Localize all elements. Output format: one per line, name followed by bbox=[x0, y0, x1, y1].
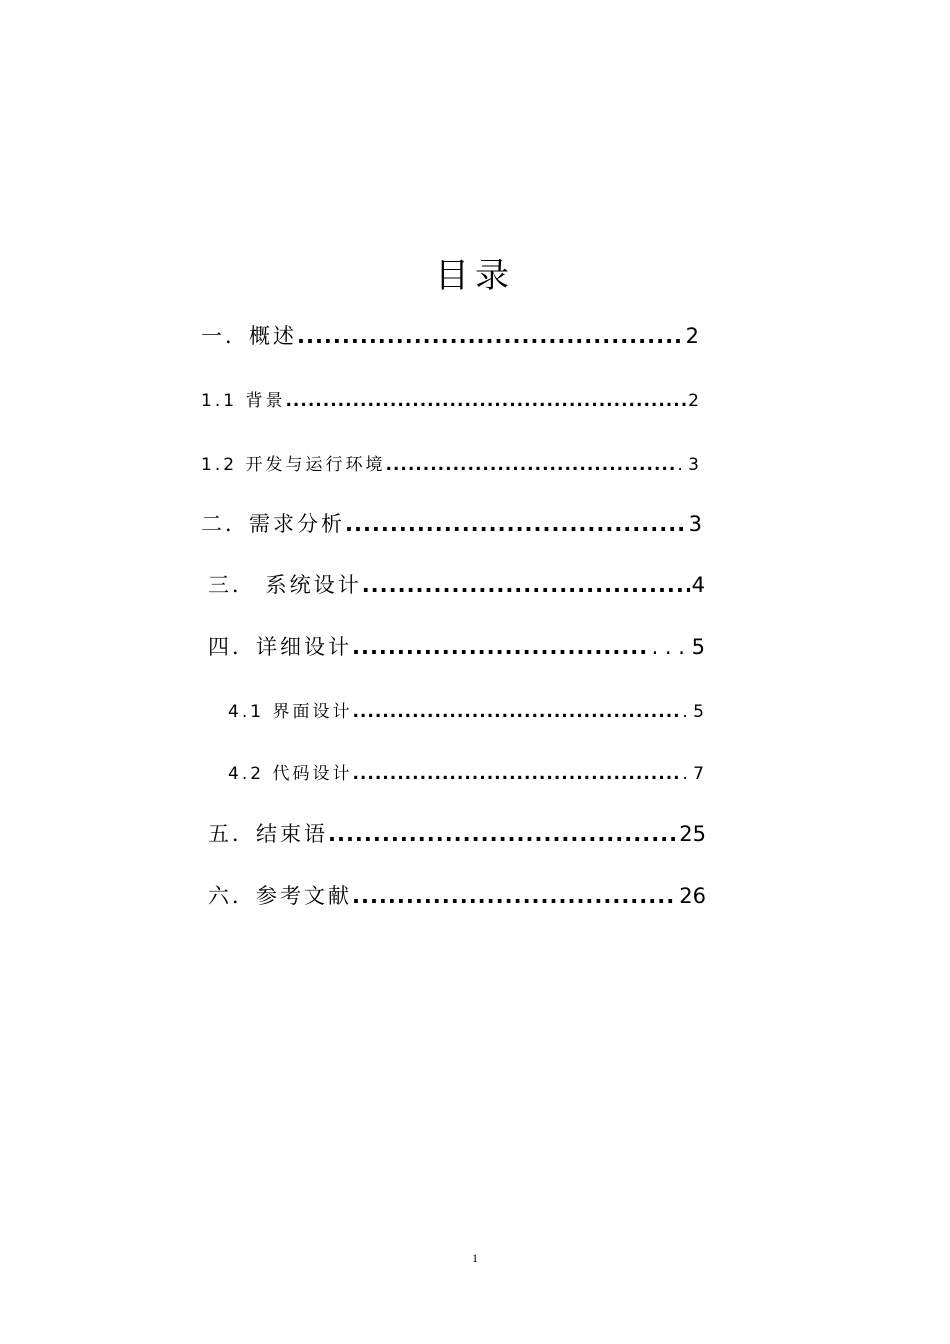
toc-entry-label: 四．详细设计 bbox=[208, 635, 352, 659]
toc-page-number: . 5 bbox=[682, 702, 704, 722]
toc-dot-leader bbox=[328, 822, 677, 846]
toc-entry-requirements[interactable] bbox=[201, 508, 702, 538]
toc-dot-leader bbox=[285, 391, 686, 411]
toc-dot-leader bbox=[345, 512, 687, 536]
toc-page-number: 25 bbox=[679, 822, 706, 846]
toc-entry-conclusion[interactable] bbox=[208, 818, 706, 848]
toc-page-number: . 7 bbox=[682, 764, 704, 784]
toc-page-number: 4 bbox=[691, 573, 705, 597]
toc-entry-label: 1.2 开发与运行环境 bbox=[201, 455, 386, 475]
toc-entry-label: 4.2 代码设计 bbox=[228, 764, 353, 784]
toc-entry-label: 三． 系统设计 bbox=[208, 573, 362, 597]
toc-entry-system-design[interactable] bbox=[208, 569, 705, 599]
toc-entry-references[interactable] bbox=[208, 880, 706, 910]
toc-entry-label: 二．需求分析 bbox=[201, 512, 345, 536]
page-number-footer: 1 bbox=[472, 1251, 478, 1265]
toc-entry-background[interactable] bbox=[201, 386, 699, 411]
toc-page-number: 26 bbox=[679, 884, 706, 908]
toc-page-number: 2 bbox=[688, 391, 699, 411]
toc-dot-leader bbox=[385, 455, 675, 475]
toc-entry-label: 1.1 背景 bbox=[201, 391, 286, 411]
toc-title: 目录 bbox=[435, 256, 515, 296]
toc-entry-code-design[interactable] bbox=[228, 759, 704, 784]
toc-page-number: 2 bbox=[685, 324, 699, 348]
toc-dot-leader bbox=[352, 884, 677, 908]
toc-dot-leader bbox=[362, 573, 690, 597]
toc-page-number: . 3 bbox=[677, 455, 699, 475]
toc-entry-label: 一．概述 bbox=[201, 324, 297, 348]
toc-entry-label: 4.1 界面设计 bbox=[228, 702, 353, 722]
toc-entry-detailed-design[interactable] bbox=[208, 631, 705, 661]
toc-dot-leader bbox=[352, 764, 680, 784]
toc-entry-ui-design[interactable] bbox=[228, 697, 704, 722]
toc-dot-leader bbox=[297, 324, 684, 348]
toc-dot-leader bbox=[352, 702, 680, 722]
toc-entry-label: 五．结束语 bbox=[208, 822, 328, 846]
toc-page-number: 3 bbox=[688, 512, 702, 536]
toc-dot-leader bbox=[352, 635, 650, 659]
toc-entry-environment[interactable] bbox=[201, 450, 699, 475]
toc-entry-label: 六．参考文献 bbox=[208, 884, 352, 908]
toc-page-number: . . . 5 bbox=[651, 635, 705, 659]
toc-entry-overview[interactable] bbox=[201, 320, 699, 350]
